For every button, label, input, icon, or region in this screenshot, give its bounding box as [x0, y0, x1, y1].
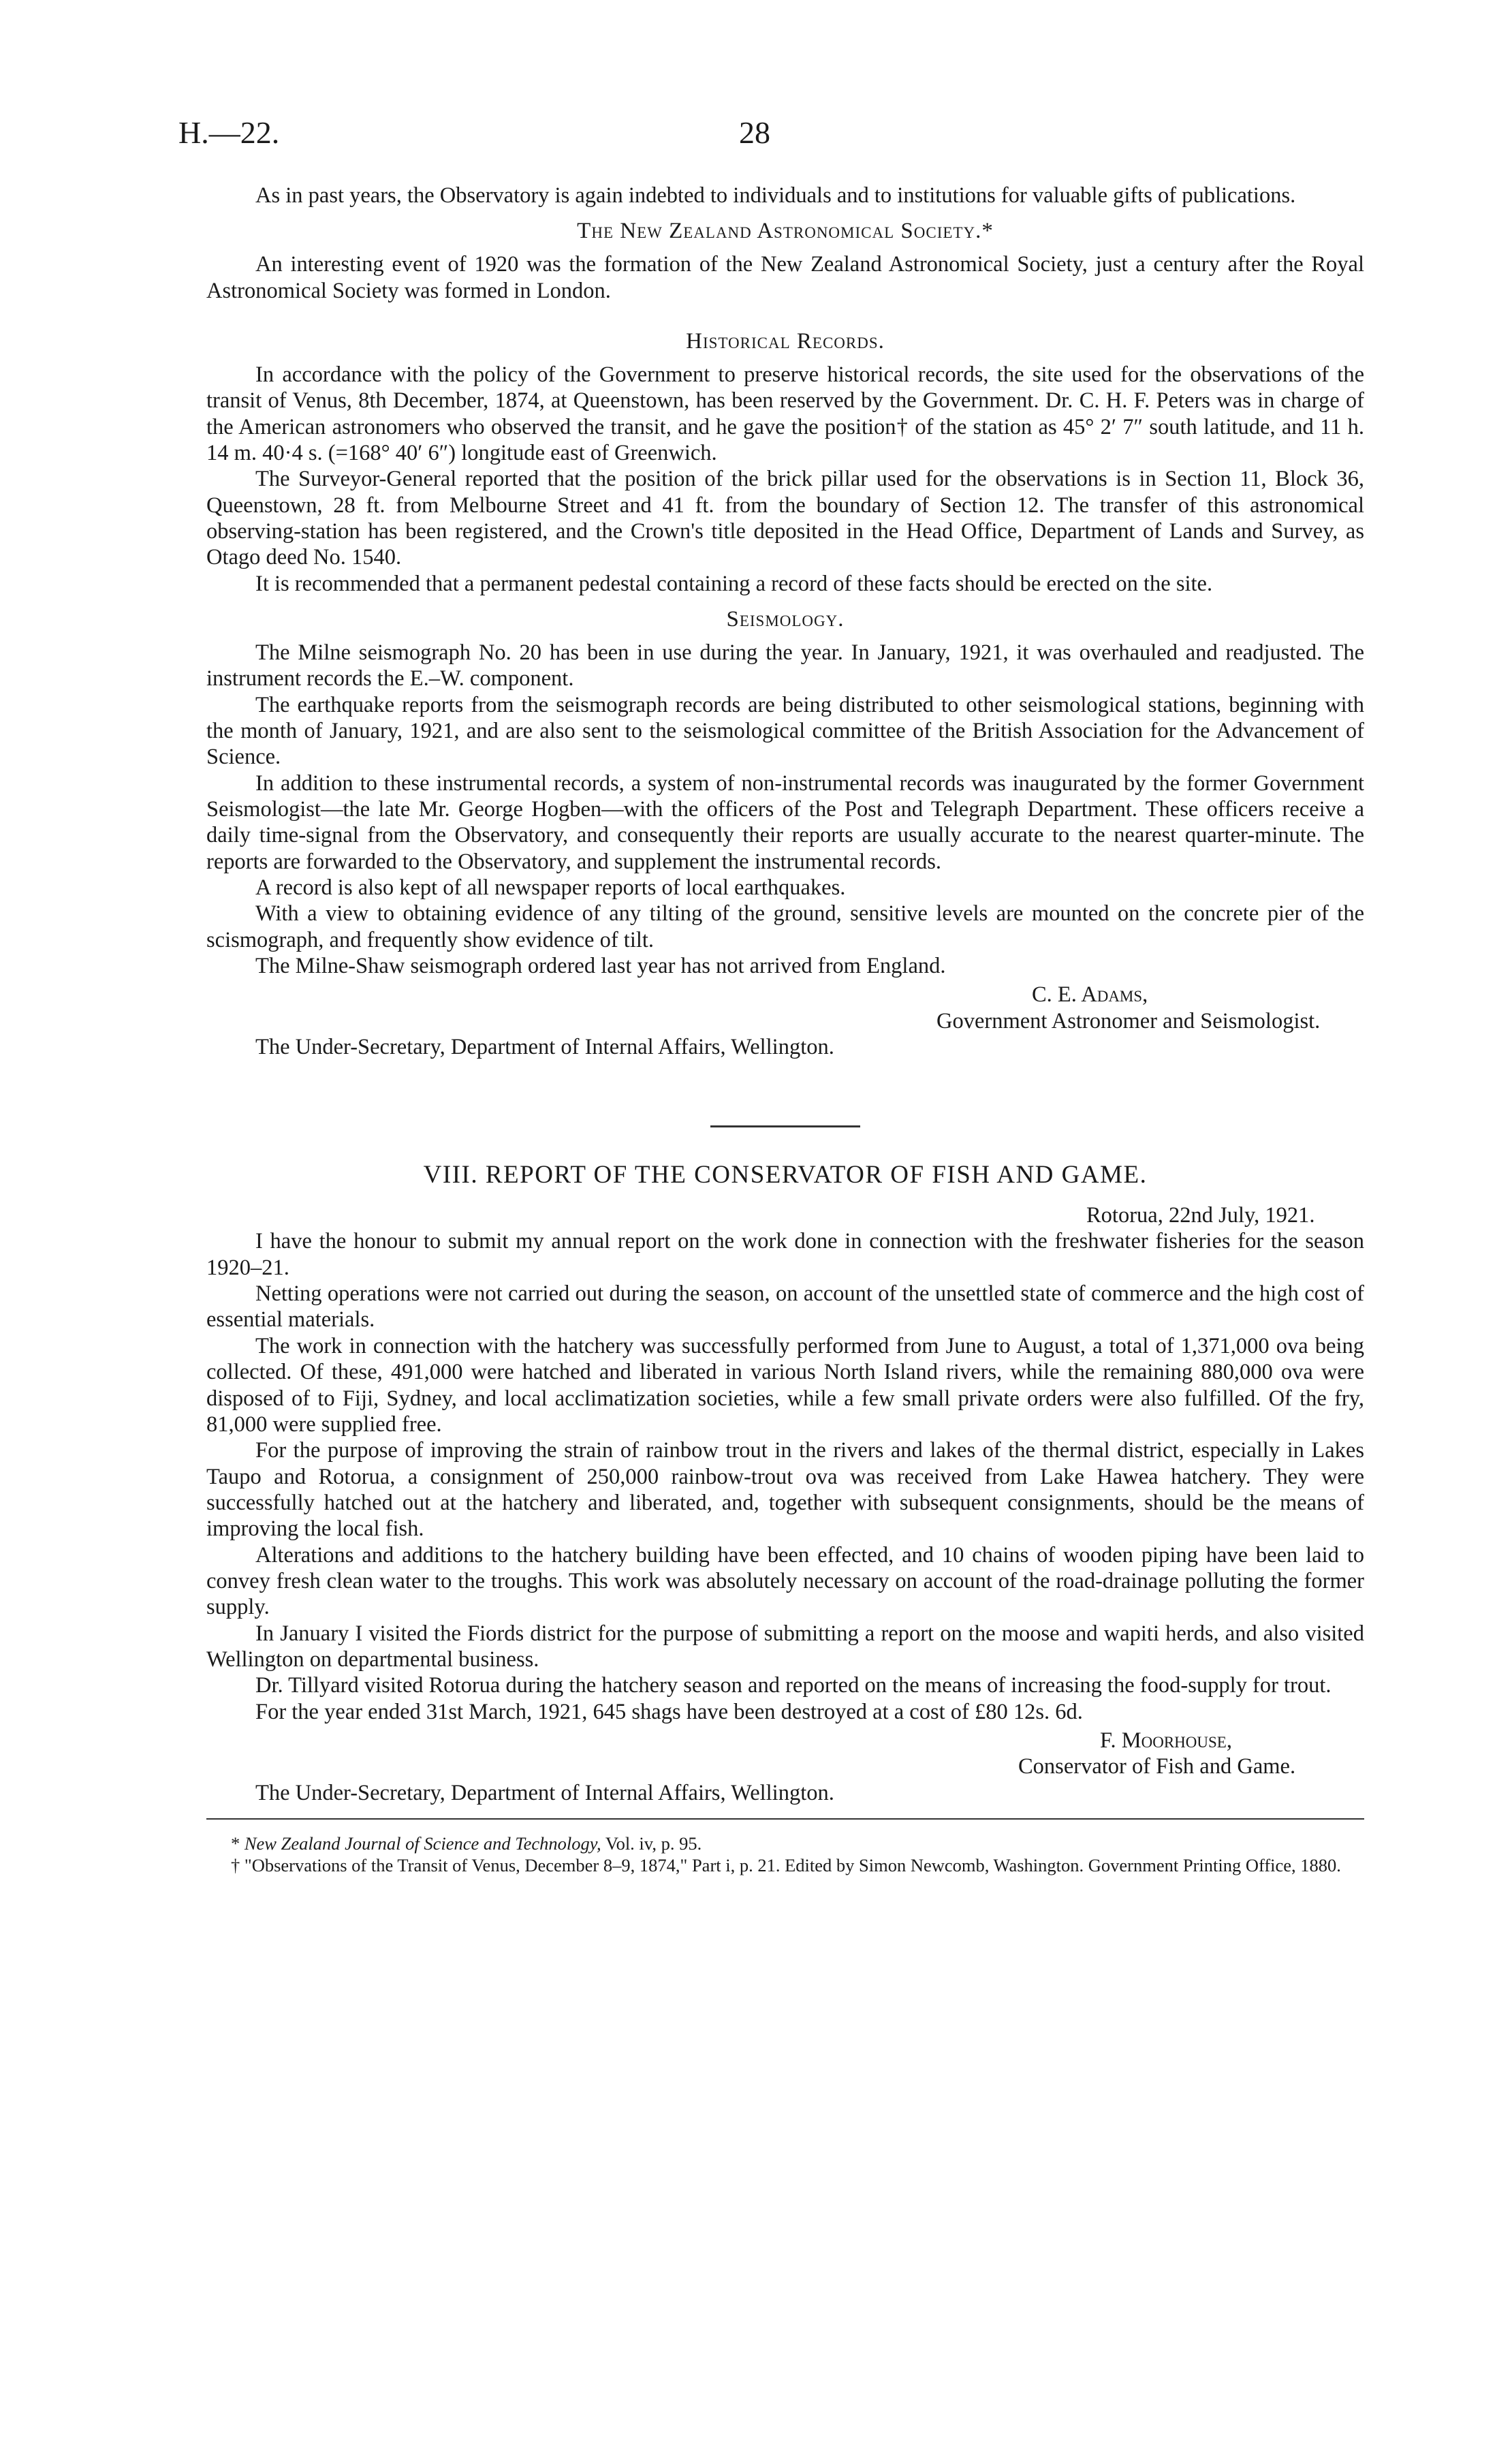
historical-paragraph-3: It is recommended that a permanent pedestal containing a record of these facts should be erected on the site.: [255, 571, 1213, 596]
report-title: VIII. REPORT OF THE CONSERVATOR OF FISH AND GAME.: [423, 1161, 1148, 1189]
footnote-citation: Vol. iv, p. 95.: [605, 1833, 702, 1854]
report-paragraph-2: Netting operations were not carried out during the season, on account of the unsettled state of commerce and the high cost of essential materials.: [206, 1281, 1364, 1333]
intro-paragraph: As in past years, the Observatory is again indebted to individuals and to institutions for valuable gifts of publications.: [255, 183, 1296, 208]
signature-block-adams: [206, 982, 1364, 1060]
signatory-title: Government Astronomer and Seismologist.: [936, 1008, 1321, 1033]
historical-heading: Historical Records.: [686, 328, 885, 354]
nzas-paragraph: An interesting event of 1920 was the formation of the New Zealand Astronomical Society, just a century after the Royal Astronomical Society was formed in London.: [206, 252, 1364, 303]
seismology-paragraph-3: In addition to these instrumental records, a system of non-instrumental records was inaugurated by the former Government Seismologist—the late Mr. George Hogben—with the officers of the Post and Telegraph Department. These officers receive a daily time-signal from the Observatory, and consequently their reports are usually accurate to the nearest quarter-minute. The reports are forwarded to the Observatory, and supplement the instrumental records.: [206, 770, 1364, 874]
footnote-1: [206, 1833, 1364, 1855]
seismology-paragraph-2: The earthquake reports from the seismograph records are being distributed to other seismological stations, beginning with the month of January, 1921, and are also sent to the seismological committee of the British Association for the Advancement of Science.: [206, 692, 1364, 770]
historical-paragraph-1: In accordance with the policy of the Government to preserve historical records, the site used for the observations of the transit of Venus, 8th December, 1874, at Queenstown, has been reserved by the Government. Dr. C. H. F. Peters was in charge of the American astronomers who observed the transit, and he gave the position† of the station as 45° 2′ 7″ south latitude, and 11 h. 14 m. 40·4 s. (=168° 40′ 6″) longitude east of Greenwich.: [206, 362, 1364, 465]
main-text: [206, 183, 1364, 1877]
signatory-title: Conservator of Fish and Game.: [1018, 1754, 1296, 1779]
report-paragraph-4: For the purpose of improving the strain of rainbow trout in the rivers and lakes of the thermal district, especially in Lakes Taupo and Rotorua, a consignment of 250,000 rainbow-trout ova was received from Lake Hawea hatchery. They were successfully hatched out at the hatchery and liberated, and, together with subsequent consignments, should be the means of improving the local fish.: [206, 1438, 1364, 1542]
report-paragraph-3: The work in connection with the hatchery was successfully performed from June to August, a total of 1,371,000 ova being collected. Of these, 491,000 were hatched and liberated in various North Island rivers, while the remaining 880,000 ova were disposed of to Fiji, Sydney, and local acclimatization societies, while a few small private orders were also fulfilled. Of the fry, 81,000 were supplied free.: [206, 1333, 1364, 1437]
seismology-paragraph-6: The Milne-Shaw seismograph ordered last year has not arrived from England.: [255, 954, 946, 979]
addressee: The Under-Secretary, Department of Internal Affairs, Wellington.: [255, 1780, 834, 1805]
signatory-name: F. Moorhouse,: [1100, 1728, 1232, 1753]
seismology-paragraph-4: A record is also kept of all newspaper reports of local earthquakes.: [255, 875, 846, 901]
seismology-paragraph-5: With a view to obtaining evidence of any tilting of the ground, sensitive levels are mounted on the concrete pier of the scismograph, and frequently show evidence of tilt.: [206, 901, 1364, 952]
footnote-2: † "Observations of the Transit of Venus, December 8–9, 1874," Part i, p. 21. Edited by Simon Newcomb, Washington. Government Printing Office, 1880.: [231, 1854, 1341, 1875]
nzas-heading: The New Zealand Astronomical Society.*: [577, 219, 994, 244]
historical-paragraph-2: The Surveyor-General reported that the position of the brick pillar used for the observations is in Section 11, Block 36, Queenstown, 28 ft. from Melbourne Street and 41 ft. from the boundary of Section 12. The transfer of this astronomical observing-station has been registered, and the Crown's title deposited in the Head Office, Department of Lands and Survey, as Otago deed No. 1540.: [206, 467, 1364, 570]
addressee: The Under-Secretary, Department of Internal Affairs, Wellington.: [255, 1035, 834, 1060]
report-paragraph-6: In January I visited the Fiords district for the purpose of submitting a report on the moose and wapiti herds, and also visited Wellington on departmental business.: [206, 1621, 1364, 1672]
report-paragraph-8: For the year ended 31st March, 1921, 645 shags have been destroyed at a cost of £80 12s. 6d.: [255, 1699, 1083, 1724]
footnote-journal-title: New Zealand Journal of Science and Technology,: [244, 1833, 601, 1854]
seismology-paragraph-1: The Milne seismograph No. 20 has been in use during the year. In January, 1921, it was overhauled and readjusted. The instrument records the E.–W. component.: [206, 640, 1364, 691]
report-paragraph-7: Dr. Tillyard visited Rotorua during the hatchery season and reported on the means of increasing the food-supply for trout.: [255, 1673, 1332, 1698]
signatory-name: C. E. Adams,: [1032, 982, 1148, 1008]
document-reference: H.—22.: [178, 115, 280, 150]
report-dateline: Rotorua, 22nd July, 1921.: [1086, 1203, 1315, 1228]
section-divider: [710, 1125, 860, 1127]
footnote-mark: *: [231, 1833, 240, 1854]
seismology-heading: Seismology.: [726, 607, 845, 632]
report-paragraph-5: Alterations and additions to the hatchery building have been effected, and 10 chains of wooden piping have been laid to convey fresh clean water to the troughs. This work was absolutely necessary on account of the road-drainage polluting the former supply.: [206, 1542, 1364, 1620]
report-paragraph-1: I have the honour to submit my annual report on the work done in connection with the freshwater fisheries for the season 1920–21.: [206, 1229, 1364, 1280]
page-number: 28: [739, 115, 770, 150]
signature-block-moorhouse: [206, 1728, 1364, 1806]
footnotes: [206, 1833, 1364, 1877]
footnote-rule: [206, 1818, 1364, 1820]
